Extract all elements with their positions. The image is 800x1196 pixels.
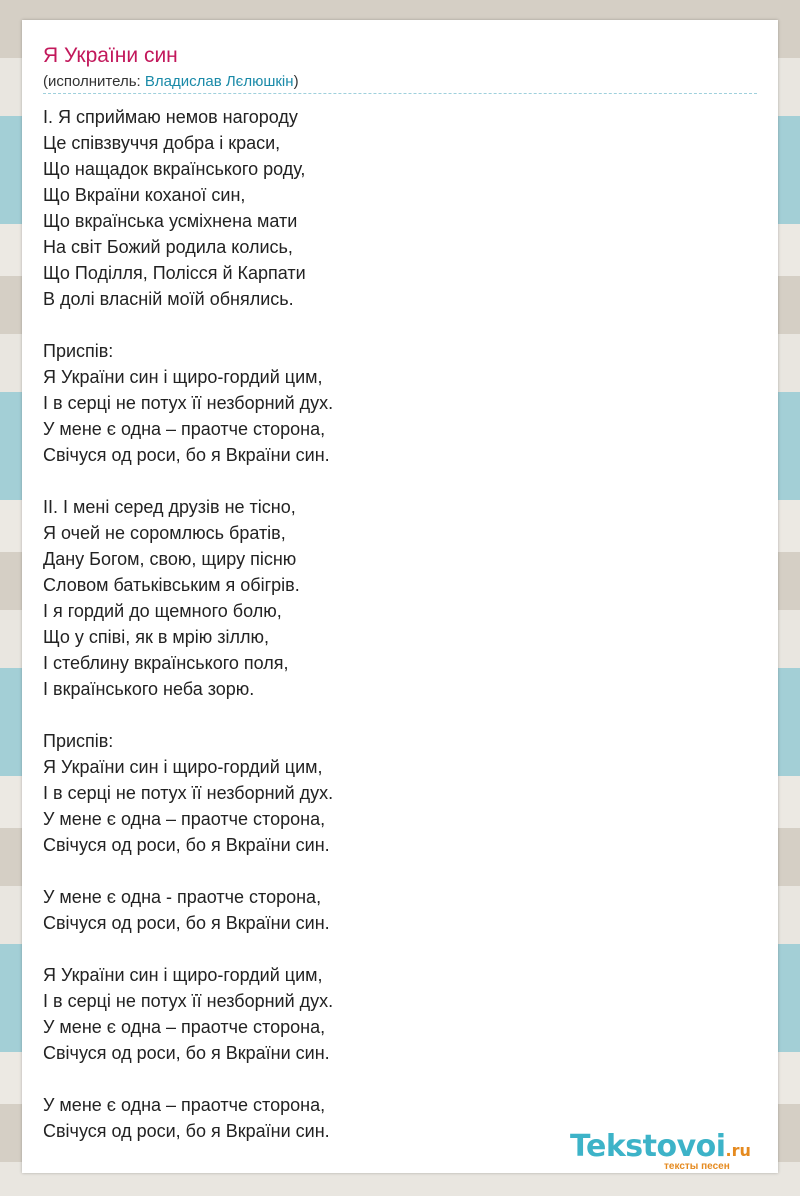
lyrics-line: Дану Богом, свою, щиру пісню bbox=[43, 549, 297, 569]
lyrics-line: І в серці не потух її незборний дух. bbox=[43, 991, 334, 1011]
lyrics-line: Приспів: bbox=[43, 731, 114, 751]
lyrics-line: І стеблину вкраїнського поля, bbox=[43, 653, 289, 673]
logo-tld: .ru bbox=[725, 1141, 751, 1160]
lyrics-line: Що Вкраїни коханої син, bbox=[43, 185, 246, 205]
lyrics-line: Я України син і щиро-гордий цим, bbox=[43, 965, 323, 985]
lyrics-line: І в серці не потух її незборний дух. bbox=[43, 783, 334, 803]
lyrics-line: В долі власній моїй обнялись. bbox=[43, 289, 294, 309]
logo-name: Tekstovoi bbox=[570, 1129, 726, 1164]
lyrics-line: Що вкраїнська усміхнена мати bbox=[43, 211, 298, 231]
lyrics-line: Що у співі, як в мрію зіллю, bbox=[43, 627, 270, 647]
lyrics-line: Свічуся од роси, бо я Вкраїни син. bbox=[43, 835, 330, 855]
performer-prefix: (исполнитель: bbox=[43, 73, 145, 90]
lyrics-card bbox=[22, 20, 778, 1173]
lyrics-line: І я гордий до щемного болю, bbox=[43, 601, 282, 621]
lyrics-line: І вкраїнського неба зорю. bbox=[43, 679, 255, 699]
site-logo[interactable] bbox=[570, 1130, 780, 1180]
lyrics-line: Словом батьківським я обігрів. bbox=[43, 575, 300, 595]
lyrics-blank-line bbox=[43, 1066, 763, 1092]
lyrics-blank-line bbox=[43, 468, 763, 494]
logo-tagline: тексты песен bbox=[664, 1161, 730, 1172]
performer-suffix: ) bbox=[293, 73, 299, 90]
lyrics-line: Я України син і щиро-гордий цим, bbox=[43, 757, 323, 777]
lyrics-blank-line bbox=[43, 312, 763, 338]
lyrics-line: Свічуся од роси, бо я Вкраїни син. bbox=[43, 1043, 330, 1063]
lyrics-line: I. Я сприймаю немов нагороду bbox=[43, 107, 298, 127]
lyrics-blank-line bbox=[43, 936, 763, 962]
lyrics-line: II. І мені серед друзів не тісно, bbox=[43, 497, 296, 517]
lyrics-line: Я очей не соромлюсь братів, bbox=[43, 523, 286, 543]
lyrics-line: Це співзвуччя добра і краси, bbox=[43, 133, 281, 153]
lyrics-blank-line bbox=[43, 858, 763, 884]
lyrics-blank-line bbox=[43, 702, 763, 728]
lyrics-line: І в серці не потух її незборний дух. bbox=[43, 393, 334, 413]
lyrics-line: Свічуся од роси, бо я Вкраїни син. bbox=[43, 1121, 330, 1141]
performer-line bbox=[43, 72, 299, 92]
lyrics-line: Свічуся од роси, бо я Вкраїни син. bbox=[43, 913, 330, 933]
lyrics-line: Що Поділля, Полісся й Карпати bbox=[43, 263, 306, 283]
lyrics-line: На світ Божий родила колись, bbox=[43, 237, 293, 257]
lyrics-line: Свічуся од роси, бо я Вкраїни син. bbox=[43, 445, 330, 465]
performer-link[interactable]: Владислав Лєлюшкін bbox=[144, 73, 294, 90]
lyrics-line: У мене є одна – праотче сторона, bbox=[43, 1095, 326, 1115]
song-title: Я України син bbox=[43, 44, 178, 67]
lyrics-line: У мене є одна - праотче сторона, bbox=[43, 887, 322, 907]
title-divider bbox=[43, 93, 757, 94]
lyrics-line: У мене є одна – праотче сторона, bbox=[43, 1017, 326, 1037]
lyrics-line: У мене є одна – праотче сторона, bbox=[43, 809, 326, 829]
lyrics-line: У мене є одна – праотче сторона, bbox=[43, 419, 326, 439]
lyrics-line: Приспів: bbox=[43, 341, 114, 361]
lyrics-line: Я України син і щиро-гордий цим, bbox=[43, 367, 323, 387]
lyrics-body bbox=[43, 104, 763, 1144]
lyrics-line: Що нащадок вкраїнського роду, bbox=[43, 159, 306, 179]
